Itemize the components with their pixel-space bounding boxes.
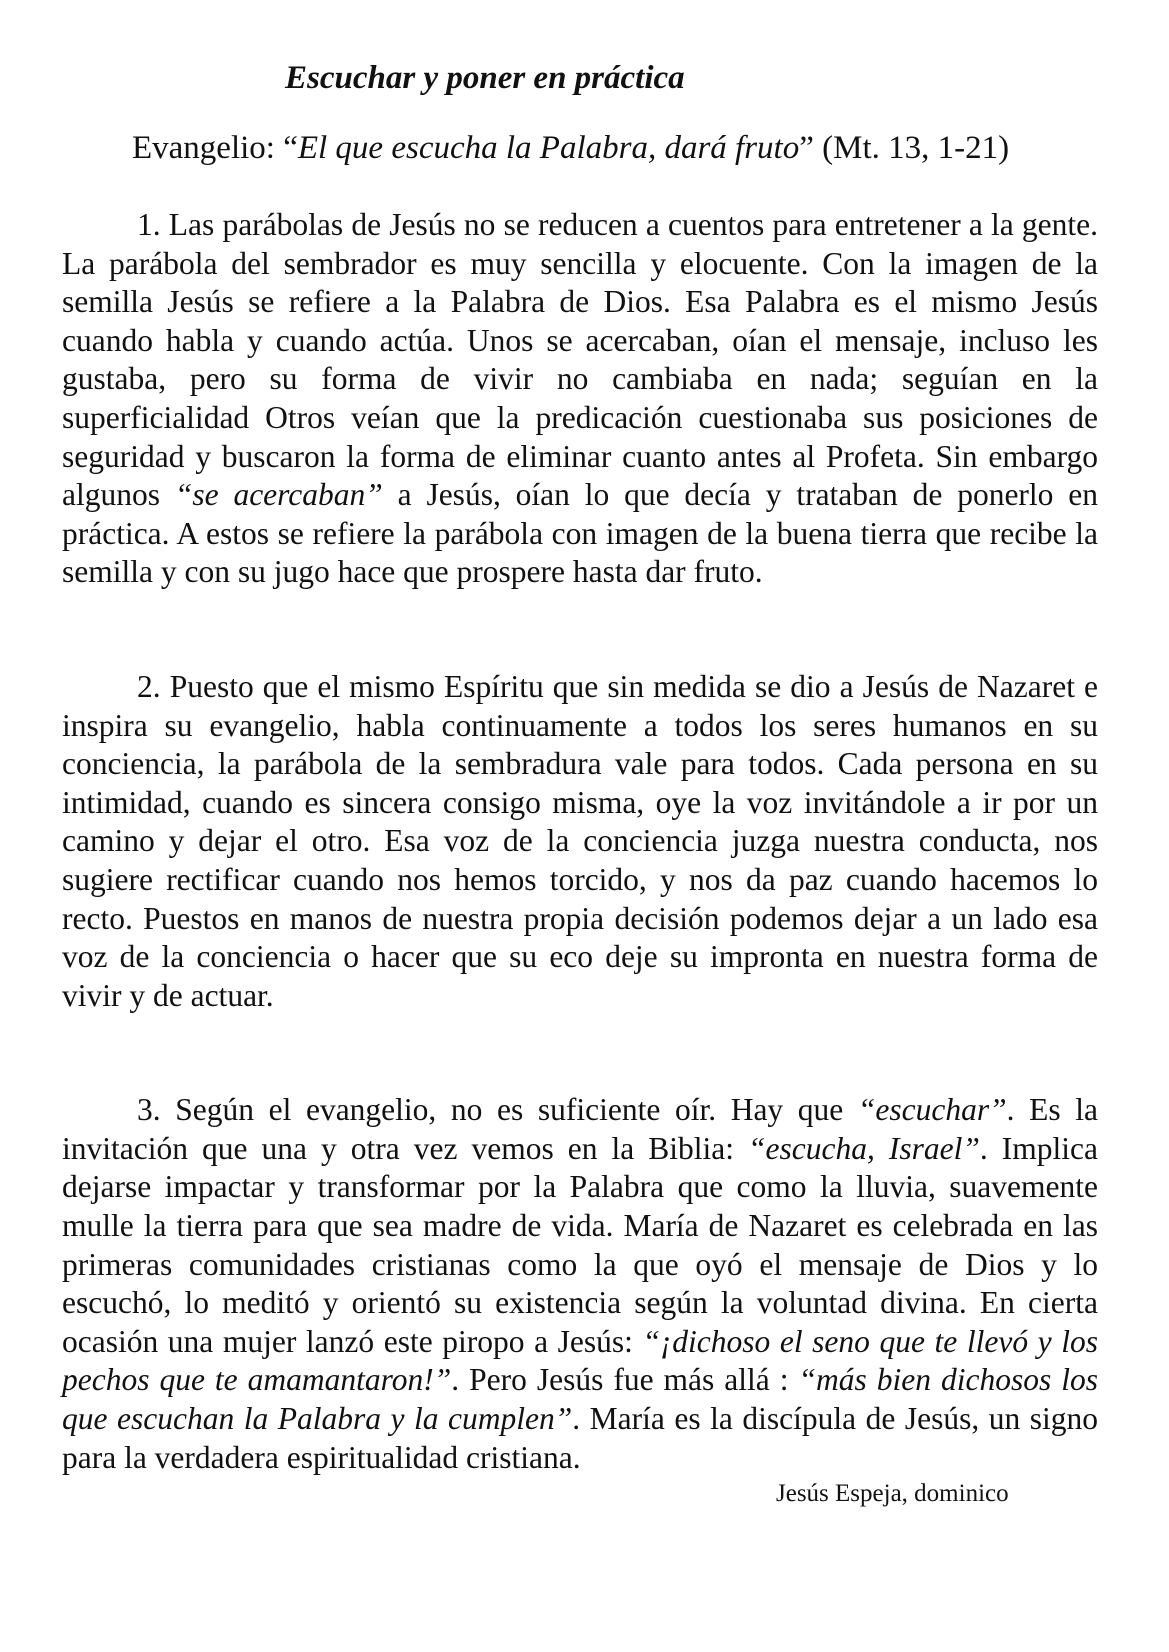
- paragraph-1-text-a: 1. Las parábolas de Jesús no se reducen a cuentos para entretener a la gente. La parábola del sembrador es muy sencilla y elocuente. Con la imagen de la semilla Jesús se refiere a la Palabra de Dios. Esa Palabra es el mismo Jesús cuando habla y cuando actúa. Unos se acercaban, oían el mensaje, incluso les gustaba, pero su forma de vivir no cambiaba en nada; seguían en la superficialidad Otros veían que la predicación cuestionaba sus posiciones de seguridad y buscaron la forma de eliminar cuanto antes al Profeta. Sin embargo algunos: [62, 207, 1098, 513]
- paragraph-3-quote-escuchan: “más bien dichosos los que escuchan la Palabra y la cumplen”: [62, 1362, 1098, 1437]
- paragraph-1-quote: “se acercaban”: [174, 477, 383, 513]
- document-title: Escuchar y poner en práctica: [285, 60, 685, 96]
- paragraph-1-text-b: a Jesús, oían lo que decía y trataban de ponerlo en práctica. A estos se refiere la parábola con imagen de la buena tierra que recibe la semilla y con su jugo hace que prospere hasta dar fruto.: [62, 477, 1098, 590]
- gospel-prefix: Evangelio: “: [132, 130, 298, 166]
- paragraph-3-quote-escuchar: “escuchar”: [857, 1092, 1007, 1128]
- paragraph-3-quote-israel: “escucha, Israel”: [748, 1130, 980, 1166]
- author-signature: Jesús Espeja, dominico: [776, 1480, 1009, 1508]
- paragraph-3-text-a: 3. Según el evangelio, no es suficiente oír. Hay que: [137, 1092, 858, 1128]
- document-page: [62, 58, 1098, 1509]
- paragraph-3-quote-dichoso: “¡dichoso el seno que te llevó y los pechos que te amamantaron!”: [62, 1323, 1098, 1398]
- gospel-reference: [132, 128, 1098, 168]
- paragraph-3: [62, 1091, 1098, 1477]
- paragraph-3-text-d: . Pero Jesús fue más allá :: [451, 1362, 799, 1398]
- paragraph-3-text-e: . María es la discípula de Jesús, un signo para la verdadera espiritualidad cristiana.: [62, 1401, 1098, 1475]
- gospel-quote: El que escucha la Palabra, dará fruto: [297, 130, 800, 166]
- paragraph-3-text-b: . Es la invitación que una y otra vez vemos en la Biblia:: [62, 1092, 1098, 1166]
- gospel-suffix: ” (Mt. 13, 1-21): [799, 130, 1010, 166]
- paragraph-2: [62, 668, 1098, 1015]
- paragraph-3-text-c: . Implica dejarse impactar y transformar por la Palabra que como la lluvia, suavemente mulle la tierra para que sea madre de vida. María de Nazaret es celebrada en las primeras comunidades cristianas como la que oyó el mensaje de Dios y lo escuchó, lo meditó y orientó su existencia según la voluntad divina. En cierta ocasión una mujer lanzó este piropo a Jesús:: [62, 1130, 1098, 1359]
- paragraph-1: [62, 206, 1098, 592]
- paragraph-2-text: 2. Puesto que el mismo Espíritu que sin medida se dio a Jesús de Nazaret e inspira su evangelio, habla continuamente a todos los seres humanos en su conciencia, la parábola de la sembradura vale para todos. Cada persona en su intimidad, cuando es sincera consigo misma, oye la voz invitándole a ir por un camino y dejar el otro. Esa voz de la conciencia juzga nuestra conducta, nos sugiere rectificar cuando nos hemos torcido, y nos da paz cuando hacemos lo recto. Puestos en manos de nuestra propia decisión podemos dejar a un lado esa voz de la conciencia o hacer que su eco deje su impronta en nuestra forma de vivir y de actuar.: [62, 668, 1098, 1013]
